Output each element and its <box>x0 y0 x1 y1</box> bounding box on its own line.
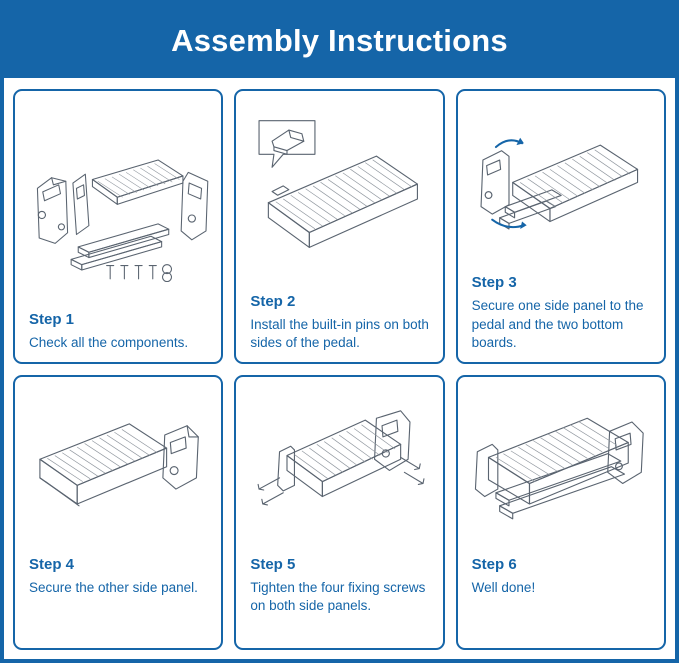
step-5-illustration <box>246 383 432 556</box>
step-6-illustration <box>468 383 654 556</box>
step-2-text <box>246 293 432 354</box>
step-5-description: Tighten the four fixing screws on both side panels. <box>250 580 426 614</box>
step-card-2 <box>234 89 444 364</box>
step-card-4 <box>13 375 223 650</box>
step-4-label: Step 4 <box>29 556 75 573</box>
step-5-label: Step 5 <box>250 556 296 573</box>
page-title: Assembly Instructions <box>171 23 508 58</box>
step-card-6 <box>456 375 666 650</box>
step-6-label: Step 6 <box>471 556 517 573</box>
step-1-label: Step 1 <box>29 310 75 328</box>
step-1-text <box>25 311 211 354</box>
step-4-description: Secure the other side panel. <box>29 580 198 595</box>
header-banner <box>4 4 675 78</box>
step-card-3 <box>456 89 666 364</box>
step-2-description: Install the built-in pins on both sides of the pedal. <box>250 316 429 350</box>
step-1-illustration <box>25 97 211 311</box>
step-1-description: Check all the components. <box>29 334 189 350</box>
step-4-text <box>25 556 211 640</box>
step-3-text <box>468 274 654 354</box>
step-3-label: Step 3 <box>471 274 517 292</box>
steps-grid <box>4 78 675 659</box>
step-5-text <box>246 556 432 640</box>
step-card-5 <box>234 375 444 650</box>
step-3-illustration <box>468 97 654 274</box>
step-2-label: Step 2 <box>250 292 296 310</box>
step-card-1 <box>13 89 223 364</box>
step-4-illustration <box>25 383 211 556</box>
step-6-description: Well done! <box>471 580 536 595</box>
step-6-text <box>468 556 654 640</box>
step-2-illustration <box>246 97 432 293</box>
step-3-description: Secure one side panel to the pedal and the two bottom boards. <box>471 298 644 350</box>
